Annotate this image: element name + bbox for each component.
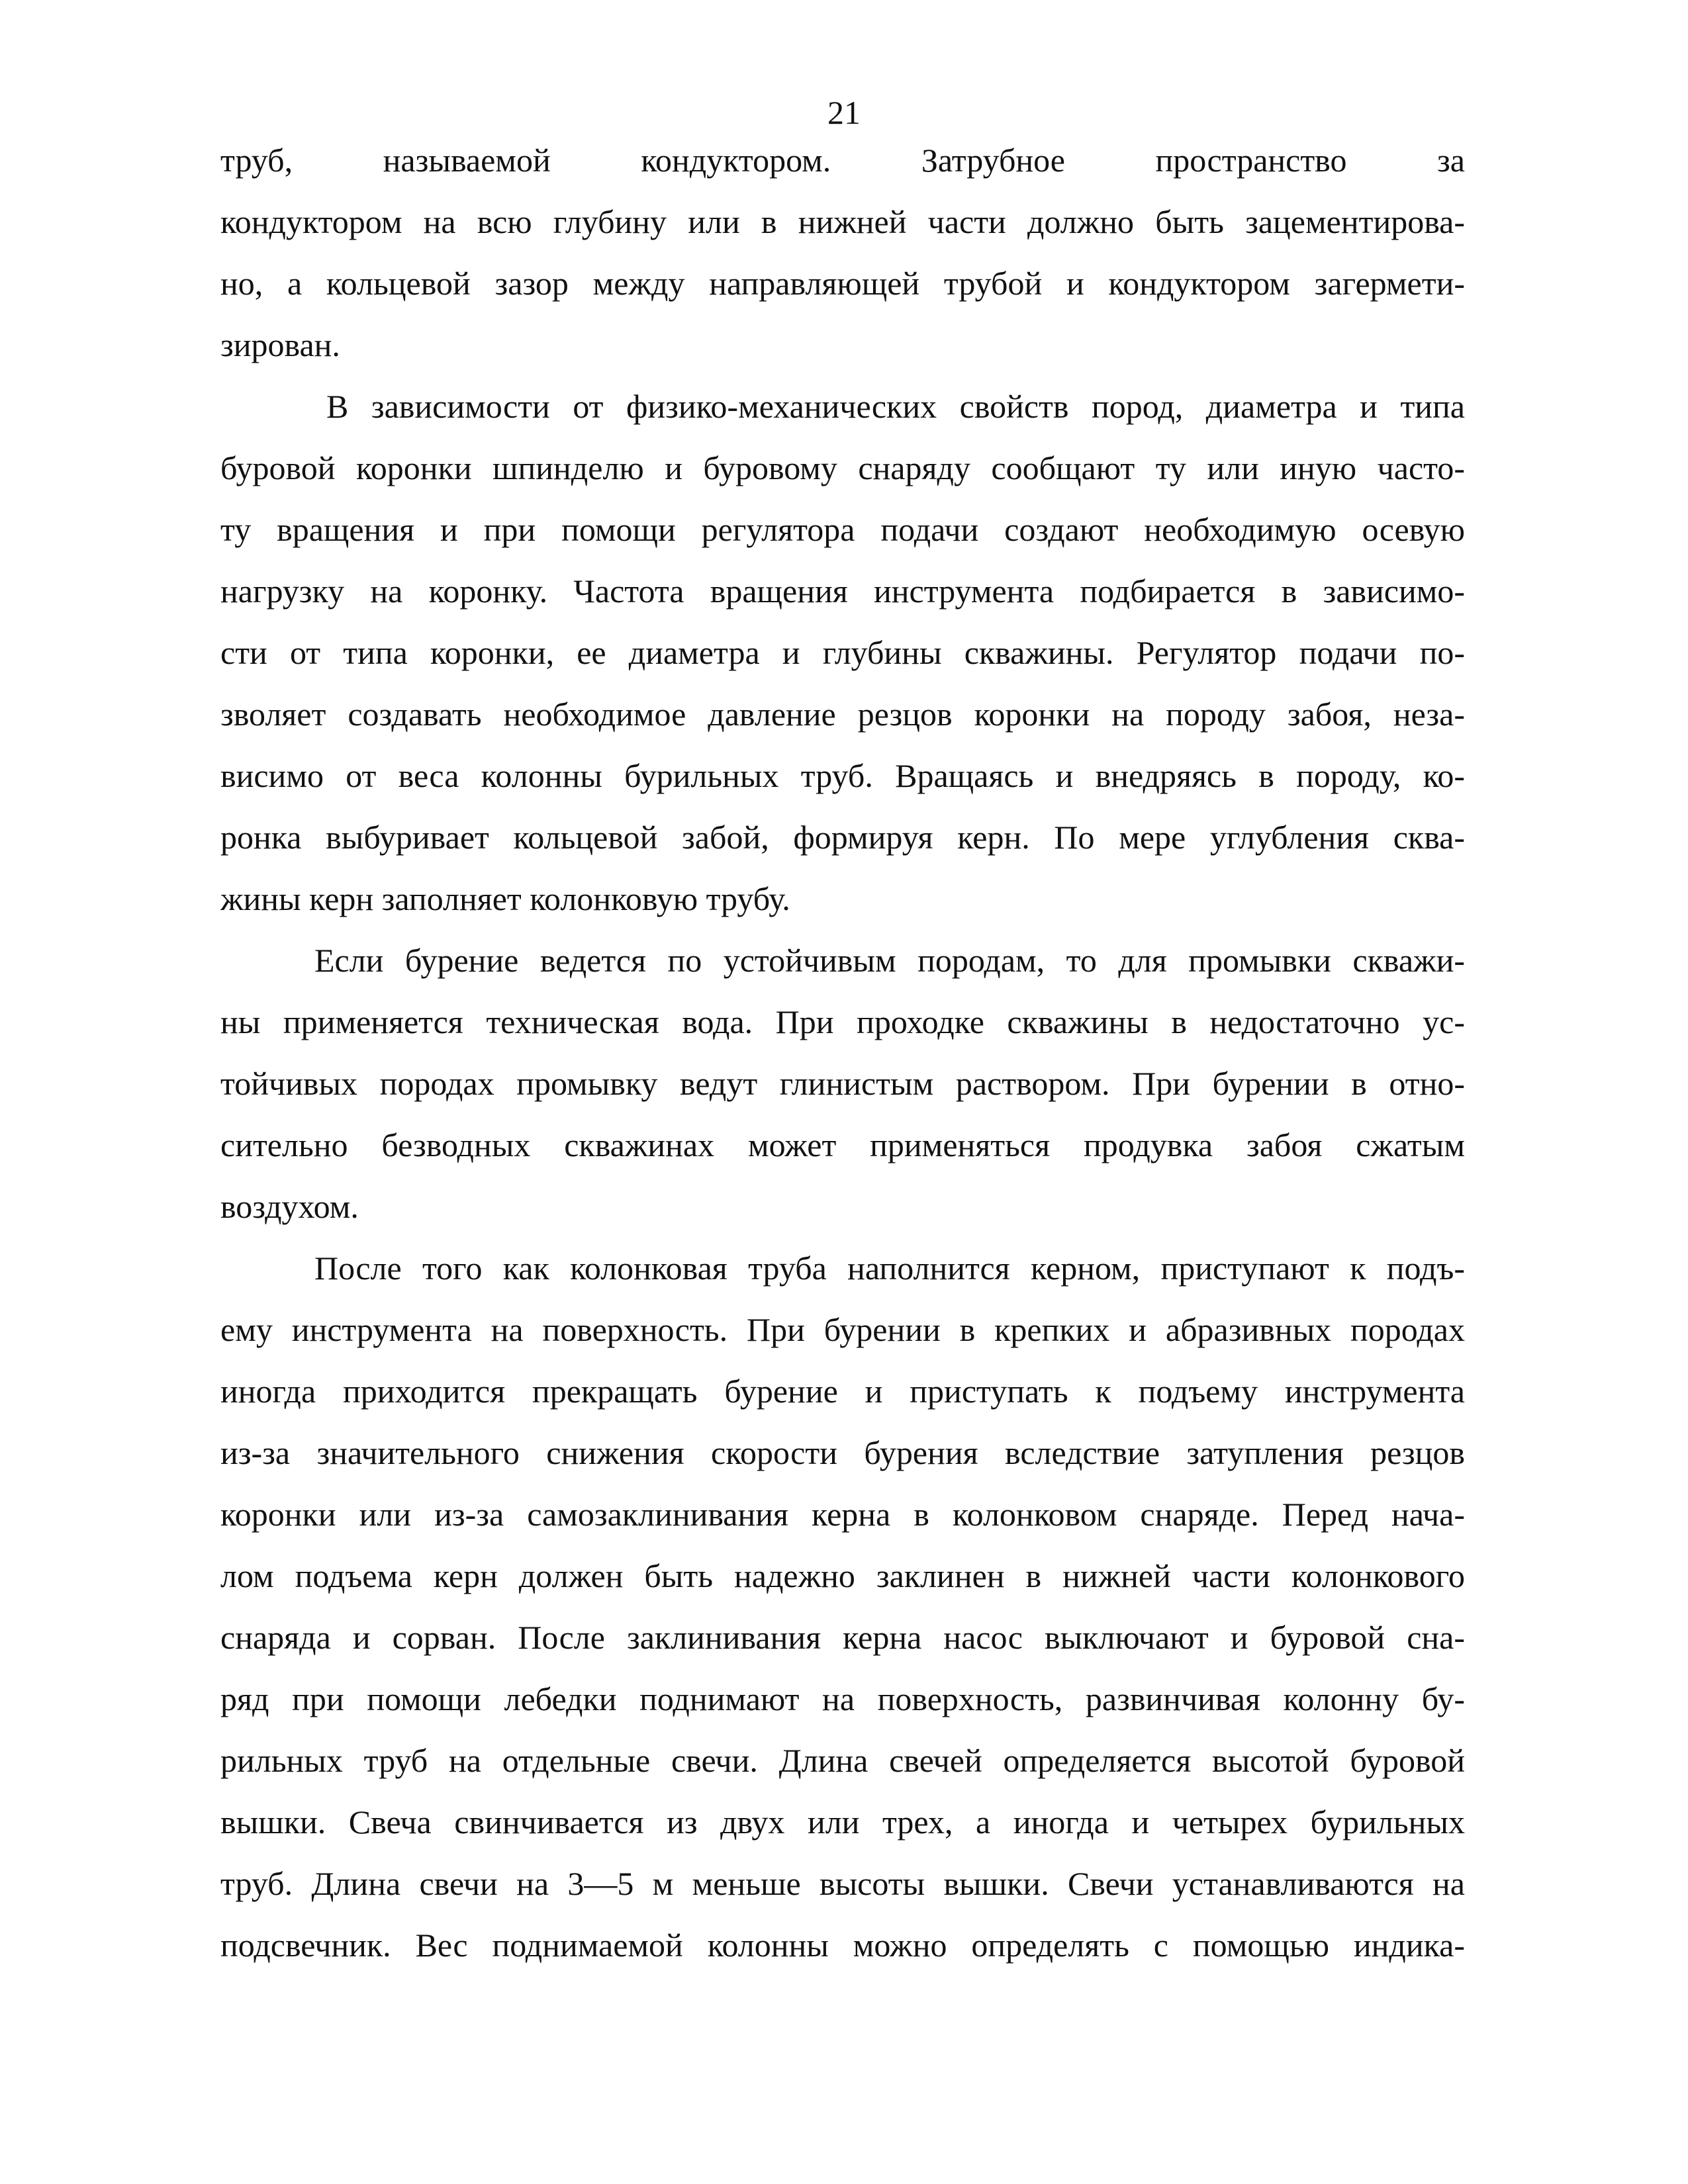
text-line: зволяет создавать необходимое давление резцов коронки на породу забоя, неза- [220,696,1465,733]
paragraph [220,1238,1465,1976]
text-line: тойчивых породах промывку ведут глинистым раствором. При бурении в отно- [220,1065,1465,1102]
text-line: труб, называемой кондуктором. Затрубное пространство за [220,142,1465,179]
text-line: иногда приходится прекращать бурение и приступать к подъему инструмента [220,1373,1465,1410]
paragraph [220,376,1465,930]
page-number: 21 [827,94,861,131]
text-line: зирован. [220,326,340,363]
text-line: рильных труб на отдельные свечи. Длина свечей определяется высотой буровой [220,1742,1465,1779]
paragraph [220,930,1465,1238]
text-line: жины керн заполняет колонковую трубу. [220,880,790,917]
text-line: сти от типа коронки, ее диаметра и глубины скважины. Регулятор подачи по- [220,634,1465,671]
text-line: коронки или из-за самозаклинивания керна в колонковом снаряде. Перед нача- [220,1496,1465,1533]
text-line: вышки. Свеча свинчивается из двух или трех, а иногда и четырех бурильных [220,1803,1465,1841]
paragraph [220,130,1465,376]
text-line: ту вращения и при помощи регулятора подачи создают необходимую осевую [220,511,1465,548]
text-line: нагрузку на коронку. Частота вращения инструмента подбирается в зависимо- [220,572,1465,610]
text-line: буровой коронки шпинделю и буровому снаряду сообщают ту или иную часто- [220,449,1465,486]
text-line: ны применяется техническая вода. При проходке скважины в недостаточно ус- [220,1003,1465,1040]
text-line: ему инструмента на поверхность. При бурении в крепких и абразивных породах [220,1311,1465,1348]
text-line: В зависимости от физико-механических свойств пород, диаметра и типа [326,388,1465,425]
text-line: из-за значительного снижения скорости бурения вследствие затупления резцов [220,1434,1465,1471]
text-line: сительно безводных скважинах может применяться продувка забоя сжатым [220,1126,1465,1163]
text-line: но, а кольцевой зазор между направляющей трубой и кондуктором загермети- [220,265,1465,302]
text-line: воздухом. [220,1188,359,1225]
text-line: снаряда и сорван. После заклинивания керна насос выключают и буровой сна- [220,1619,1465,1656]
text-line: подсвечник. Вес поднимаемой колонны можно определять с помощью индика- [220,1927,1465,1964]
text-line: кондуктором на всю глубину или в нижней части должно быть зацементирова- [220,203,1465,240]
text-line: После того как колонковая труба наполнится керном, приступают к подъ- [314,1250,1465,1287]
text-line: ряд при помощи лебедки поднимают на поверхность, развинчивая колонну бу- [220,1680,1465,1717]
text-line: ронка выбуривает кольцевой забой, формируя керн. По мере углубления сква- [220,819,1465,856]
text-line: висимо от веса колонны бурильных труб. Вращаясь и внедряясь в породу, ко- [220,757,1465,794]
text-line: Если бурение ведется по устойчивым породам, то для промывки скважи- [314,942,1465,979]
text-line: лом подъема керн должен быть надежно заклинен в нижней части колонкового [220,1557,1465,1594]
text-line: труб. Длина свечи на 3—5 м меньше высоты вышки. Свечи устанавливаются на [220,1865,1465,1902]
body-text [220,130,1465,1976]
